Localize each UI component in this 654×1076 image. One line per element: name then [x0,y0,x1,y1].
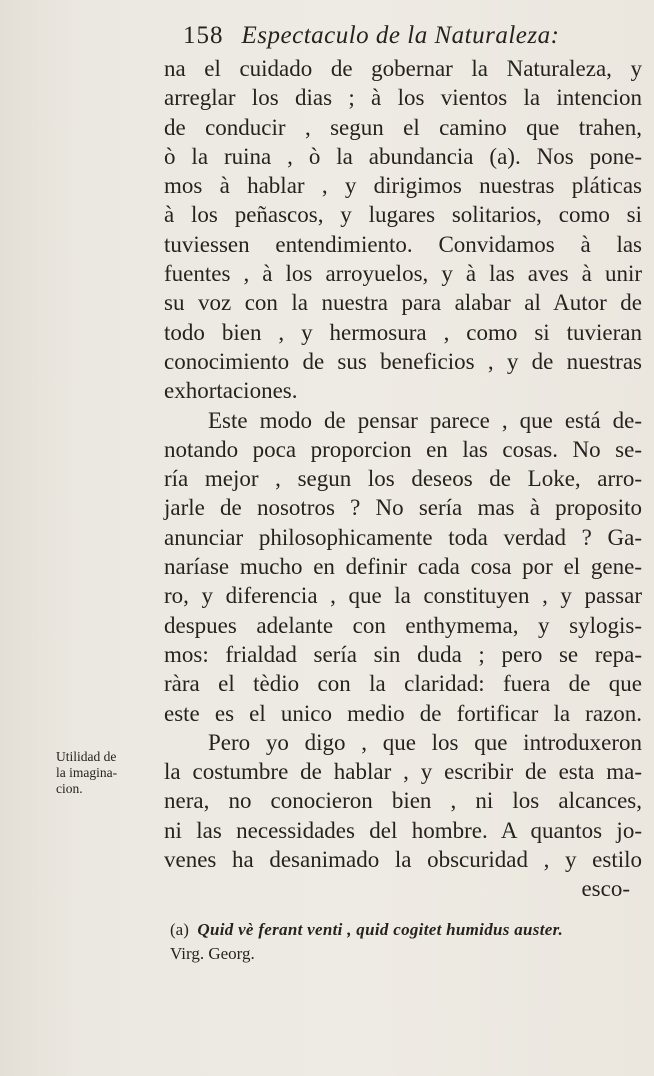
text-line: arreglar los dias ; à los vientos la intencion [164,85,642,111]
text-line: su voz con la nuestra para alabar al Autor de [164,290,642,316]
text-line: ría mejor , segun los deseos de Loke, arro- [164,466,642,492]
text-line: la costumbre de hablar , y escribir de esta ma- [164,759,642,785]
footnote-marker: (a) [170,920,189,939]
text-line: de conducir , segun el camino que trahen, [164,114,642,140]
text-line: conocimiento de sus beneficios , y de nuestras [164,348,642,374]
text-line: notando poca proporcion en las cosas. No se- [164,436,642,462]
text-line: ro, y diferencia , que la constituyen , y passar [164,583,642,609]
text-line: nera, no conocieron bien , ni los alcances, [164,788,642,814]
text-line: ò la ruina , ò la abundancia (a). Nos pone- [164,143,642,169]
text-line: todo bien , y hermosura , como si tuvieran [164,319,642,345]
catchword: esco- [581,876,630,902]
text-line: mos: frialdad sería sin duda ; pero se repa- [164,641,642,667]
text-line: exhortaciones. [164,378,298,404]
page-header [183,22,613,56]
text-line: ni las necessidades del hombre. A quantos jo- [164,817,642,843]
marginal-note-line: Utilidad de [56,749,117,764]
text-line: este es el unico medio de fortificar la razon. [164,700,642,726]
text-line: à los peñascos, y lugares solitarios, como si [164,202,642,228]
footnote-line [170,918,640,942]
footnote-source: Virg. Georg. [170,944,255,963]
footnote [170,918,640,966]
marginal-note-line: cion. [56,781,83,796]
text-line: na el cuidado de gobernar la Naturaleza, y [164,56,642,81]
text-line: naríase mucho en definir cada cosa por el gene- [164,554,642,580]
text-line: mos à hablar , y dirigimos nuestras pláticas [164,173,642,199]
paragraph-start-line: Pero yo digo , que los que introduxeron [208,729,642,755]
page-number: 158 [183,22,224,49]
text-line: venes ha desanimado la obscuridad , y estilo [164,847,642,873]
body-text [164,54,642,904]
marginal-note-line: la imagina- [56,765,118,780]
text-line: anunciar philosophicamente toda verdad ? Ga- [164,524,642,550]
marginal-note [56,749,156,797]
footnote-quote: Quid vè ferant venti , quid cogitet humidus auster. [197,920,564,939]
text-line: despues adelante con enthymema, y sylogis- [164,612,642,638]
running-title: Espectaculo de la Naturaleza: [241,22,560,49]
text-line: ràra el tèdio con la claridad: fuera de que [164,671,642,697]
text-line: tuviessen entendimiento. Convidamos à las [164,231,642,257]
paragraph-start-line: Este modo de pensar parece , que está de- [208,407,642,433]
text-line: fuentes , à los arroyuelos, y à las aves à unir [164,261,642,287]
text-line: jarle de nosotros ? No sería mas à proposito [164,495,642,521]
